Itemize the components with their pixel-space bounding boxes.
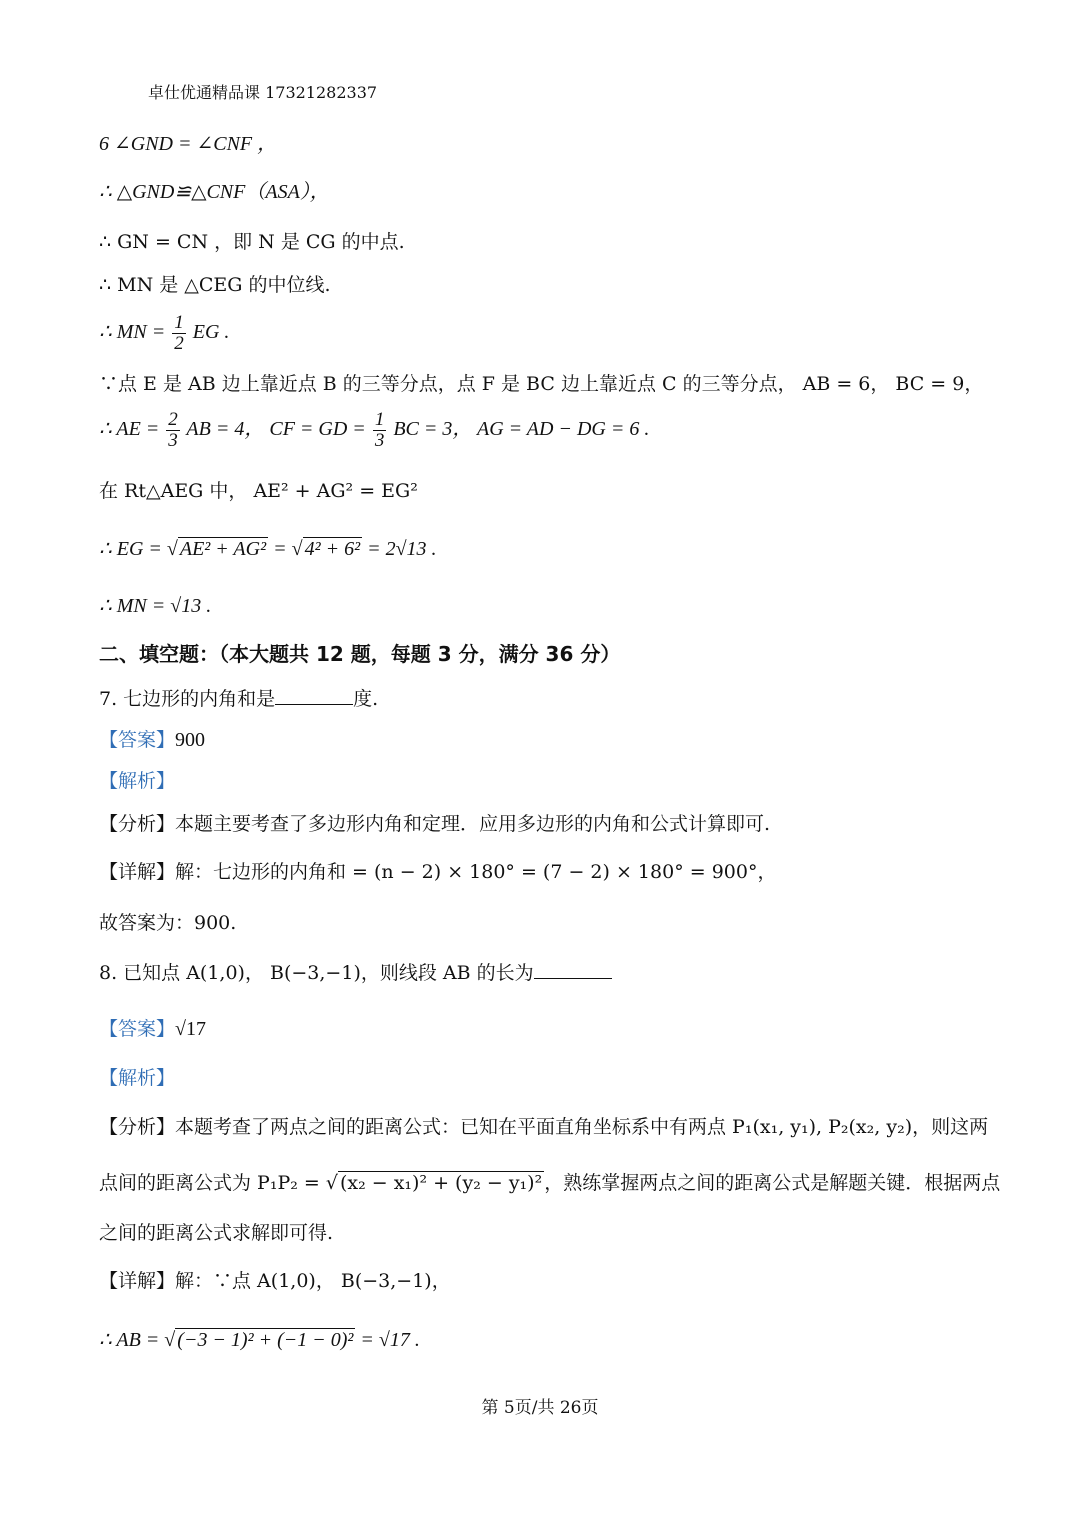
radicand-2: 4² + 6² — [304, 538, 361, 560]
q7-analysis-tag: 【解析】 — [99, 770, 176, 792]
formula-suffix: ，熟练掌握两点之间的距离公式是解题关键．根据两点 — [544, 1172, 1001, 1194]
fenxi-tag: 【分析】 — [99, 813, 176, 835]
fraction-num: 1 — [174, 312, 184, 333]
section-heading: 二、填空题：（本大题共 12 题，每题 3 分，满分 36 分） — [99, 642, 621, 666]
q8-answer — [99, 1017, 206, 1041]
q8-fenxi-line3: 之间的距离公式求解即可得. — [99, 1222, 334, 1244]
xiangjie-tag: 【详解】 — [99, 1270, 176, 1292]
fraction-num: 2 — [168, 409, 178, 430]
cf-part: AB = 4， CF = GD = — [181, 418, 371, 441]
fenxi-text: 本题主要考查了多边形内角和定理．应用多边形的内角和公式计算即可. — [175, 813, 771, 835]
q7-answer — [99, 728, 205, 752]
line-angle-equal: 6 ∠GND = ∠CNF ， — [99, 133, 278, 155]
page-header: 卓仕优通精品课 17321282337 — [148, 83, 378, 102]
answer-tag: 【答案】 — [99, 729, 176, 751]
line-trisection-points: ∵点 E 是 AB 边上靠近点 B 的三等分点，点 F 是 BC 边上靠近点 C 的三等分点， AB = 6， BC = 9， — [99, 373, 984, 395]
fraction-den: 3 — [374, 429, 385, 451]
answer-tag: 【答案】 — [99, 1018, 176, 1040]
question-7 — [99, 686, 378, 711]
answer-value: √17 — [175, 1018, 206, 1040]
q7-conclusion: 故答案为：900. — [99, 912, 237, 934]
mn-prefix: ∴ MN = — [99, 321, 171, 344]
fenxi-tag: 【分析】 — [99, 1116, 176, 1138]
result-suffix: = √17 . — [355, 1329, 420, 1351]
q8-result — [99, 1328, 420, 1352]
fraction-one-third — [373, 410, 387, 451]
fenxi-text: 本题考查了两点之间的距离公式：已知在平面直角坐标系中有两点 P₁(x₁, y₁), P₂(x₂, y₂)，则这两 — [175, 1116, 989, 1138]
xiangjie-text: 解：∵点 A(1,0)， B(−3,−1)， — [175, 1270, 451, 1292]
answer-value: 900 — [175, 729, 206, 751]
eg-prefix: ∴ EG = √ — [99, 538, 178, 560]
fraction-den: 2 — [174, 332, 184, 354]
fraction-half — [172, 313, 186, 354]
answer-blank — [275, 686, 353, 705]
line-congruence: ∴ △GND≌△CNF（ASA）， — [99, 181, 330, 203]
formula-prefix: 点间的距离公式为 P₁P₂ = √ — [99, 1172, 338, 1194]
line-eg-value — [99, 537, 437, 561]
q7-text: 7. 七边形的内角和是 — [99, 688, 276, 710]
q7-suffix: 度. — [353, 688, 379, 710]
ag-part: BC = 3， AG = AD − DG = 6 . — [388, 418, 650, 441]
line-ae-cf-ag — [99, 410, 649, 451]
line-pythagoras: 在 Rt△AEG 中， AE² + AG² = EG² — [99, 480, 418, 502]
result-radicand: (−3 − 1)² + (−1 − 0)² — [177, 1329, 354, 1351]
q8-fenxi-line1 — [99, 1116, 988, 1139]
fraction-two-thirds — [166, 410, 180, 451]
formula-radicand: (x₂ − x₁)² + (y₂ − y₁)² — [339, 1172, 543, 1194]
eg-mid: = √ — [268, 538, 303, 560]
q8-analysis-tag: 【解析】 — [99, 1067, 176, 1089]
q8-fenxi-line2 — [99, 1172, 1000, 1195]
fraction-num: 1 — [374, 409, 385, 430]
fraction-den: 3 — [168, 429, 178, 451]
q7-xiangjie — [99, 861, 776, 884]
question-8 — [99, 960, 612, 985]
q8-xiangjie — [99, 1270, 451, 1293]
q7-fenxi — [99, 813, 770, 836]
answer-blank — [534, 960, 612, 979]
result-prefix: ∴ AB = √ — [99, 1329, 176, 1351]
q8-text: 8. 已知点 A(1,0)， B(−3,−1)，则线段 AB 的长为 — [99, 962, 534, 984]
mn-suffix: EG . — [187, 321, 230, 344]
line-midpoint: ∴ GN = CN ，即 N 是 CG 的中点. — [99, 231, 405, 253]
xiangjie-text: 解：七边形的内角和 = (n − 2) × 180° = (7 − 2) × 180° = 900°， — [175, 861, 777, 883]
line-mn-half-eg — [99, 313, 229, 354]
xiangjie-tag: 【详解】 — [99, 861, 176, 883]
line-midline: ∴ MN 是 △CEG 的中位线. — [99, 274, 331, 296]
ae-prefix: ∴ AE = — [99, 418, 165, 441]
page-footer: 第 5页/共 26页 — [481, 1398, 599, 1418]
radicand-1: AE² + AG² — [179, 538, 267, 560]
line-mn-value: ∴ MN = √13 . — [99, 595, 212, 617]
eg-post: = 2√13 . — [362, 538, 437, 560]
